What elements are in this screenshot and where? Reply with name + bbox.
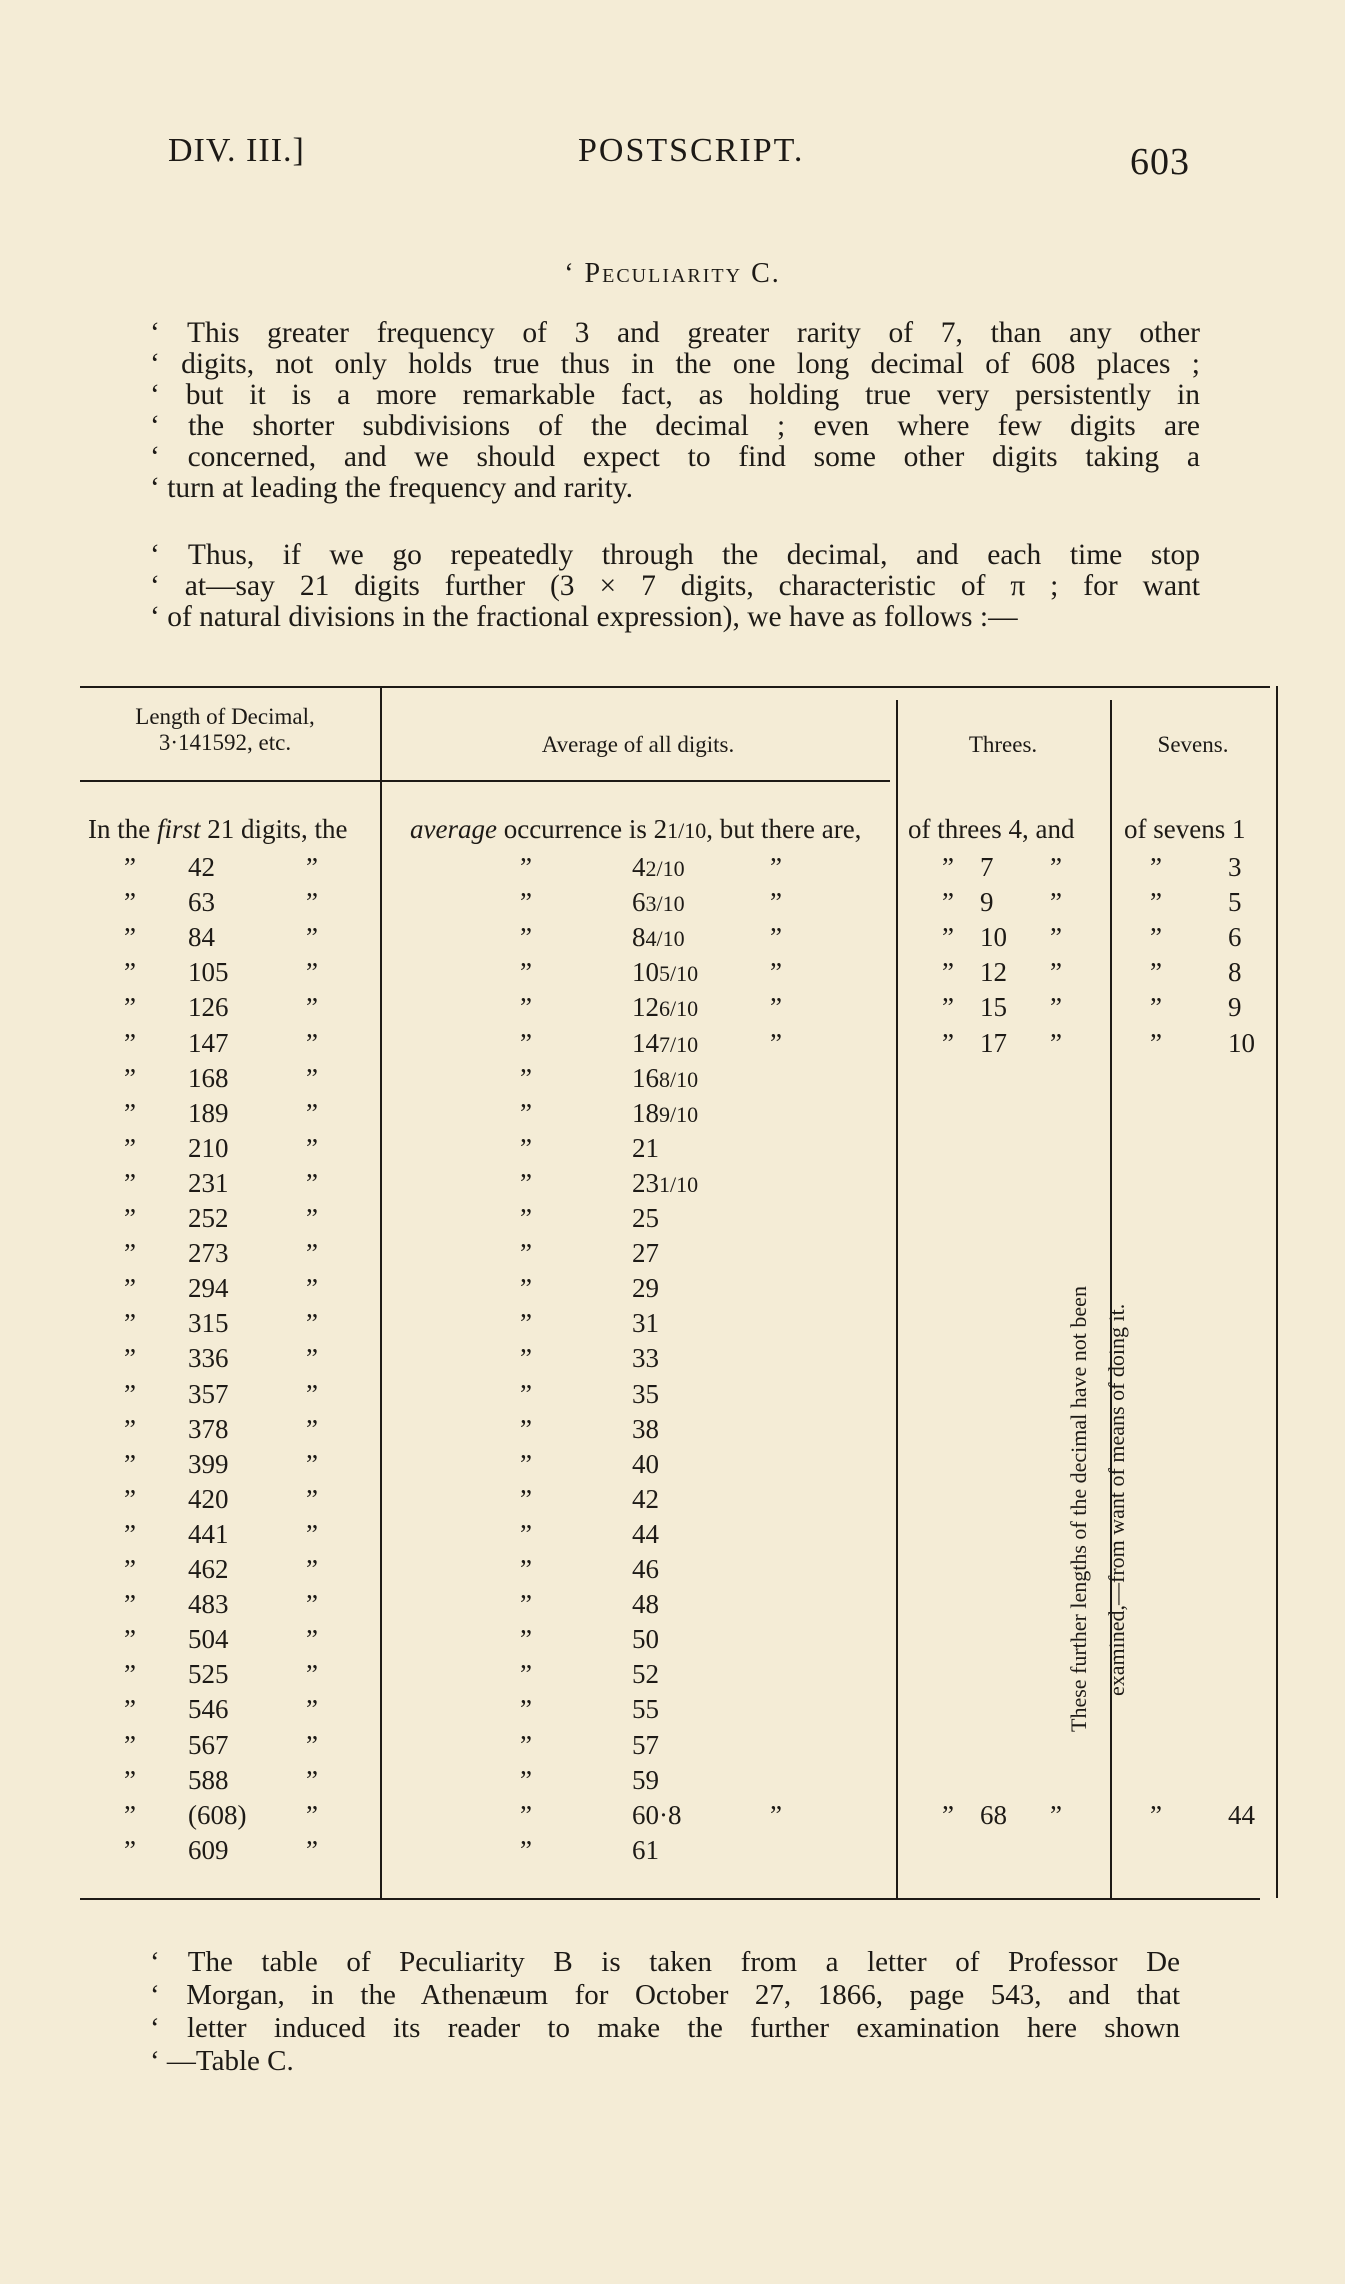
- text-line: ‘ This greater frequency of 3 and greater rarity of 7, than any other: [150, 317, 1200, 349]
- ditto-mark: ”: [306, 1448, 318, 1479]
- ditto-mark: ”: [1050, 1027, 1062, 1058]
- average-value: [632, 990, 698, 1026]
- table-header-rule: [80, 780, 890, 782]
- ditto-mark: ”: [124, 852, 136, 882]
- ditto-mark: ”: [1150, 1027, 1162, 1058]
- length-value: 336: [188, 1343, 229, 1374]
- text-line: ‘ the shorter subdivisions of the decimal ; even where few digits are: [150, 410, 1200, 442]
- text-line: ‘ but it is a more remarkable fact, as holding true very persistently in: [150, 379, 1200, 411]
- average-whole: 55: [632, 1694, 659, 1725]
- ditto-mark: ”: [124, 1518, 136, 1549]
- ditto-mark: ”: [124, 1378, 136, 1409]
- threes-value: 68: [980, 1799, 1007, 1830]
- average-whole: 48: [632, 1589, 659, 1620]
- length-value: 273: [188, 1238, 229, 1269]
- ditto-mark: ”: [520, 1273, 532, 1304]
- average-whole: 27: [632, 1238, 659, 1269]
- threes-value: 7: [980, 852, 994, 882]
- ditto-mark: ”: [520, 1554, 532, 1584]
- length-value: (608): [188, 1799, 247, 1830]
- length-value: 462: [188, 1554, 229, 1584]
- average-fraction: 4/10: [645, 926, 685, 952]
- text-line: ‘ The table of Peculiarity B is taken from a letter of Professor De: [150, 1946, 1180, 1978]
- footnote-paragraph: [150, 1946, 1180, 2078]
- length-value: 84: [188, 922, 215, 953]
- first-row-sevens: of sevens 1: [1124, 814, 1246, 844]
- length-value: 210: [188, 1132, 229, 1163]
- ditto-mark: ”: [306, 1167, 318, 1198]
- average-whole: 40: [632, 1448, 659, 1479]
- average-whole: 46: [632, 1554, 659, 1584]
- ditto-mark: ”: [1150, 992, 1162, 1023]
- ditto-mark: ”: [306, 922, 318, 953]
- average-whole: 61: [632, 1834, 659, 1865]
- ditto-mark: ”: [1150, 852, 1162, 882]
- ditto-mark: ”: [124, 1167, 136, 1198]
- paragraph-frequency: [150, 318, 1200, 504]
- text-line: ‘ —Table C.: [150, 2045, 294, 2077]
- average-whole: 42: [632, 1483, 659, 1514]
- ditto-mark: ”: [124, 922, 136, 953]
- length-value: 483: [188, 1589, 229, 1620]
- length-value: 525: [188, 1659, 229, 1690]
- ditto-mark: ”: [520, 1308, 532, 1339]
- header-length-line2: 3·141592, etc.: [158, 730, 292, 755]
- average-fraction: 3/10: [645, 891, 685, 917]
- ditto-mark: ”: [306, 1097, 318, 1128]
- ditto-mark: ”: [306, 887, 318, 918]
- paragraph-thus: [150, 540, 1200, 633]
- ditto-mark: ”: [124, 1729, 136, 1760]
- ditto-mark: ”: [306, 1027, 318, 1058]
- average-value: [632, 1692, 659, 1727]
- first-row-length-suffix: 21 digits, the: [207, 814, 348, 844]
- ditto-mark: ”: [124, 1483, 136, 1514]
- threes-value: 9: [980, 887, 994, 918]
- ditto-mark: ”: [306, 1483, 318, 1514]
- table-bottom-rule: [80, 1898, 1260, 1900]
- average-whole: 52: [632, 1659, 659, 1690]
- header-length-line1: Length of Decimal,: [135, 704, 315, 729]
- average-value: [632, 1763, 659, 1798]
- average-fraction: 7/10: [659, 1031, 699, 1057]
- length-value: 441: [188, 1518, 229, 1549]
- ditto-mark: ”: [520, 1799, 532, 1830]
- ditto-mark: ”: [1050, 992, 1062, 1023]
- vertical-note-line2: examined,—from want of means of doing it.: [1104, 1303, 1129, 1696]
- average-whole: 33: [632, 1343, 659, 1374]
- header-average: Average of all digits.: [541, 732, 735, 757]
- ditto-mark: ”: [306, 1834, 318, 1865]
- average-value: [632, 1341, 659, 1376]
- ditto-mark: ”: [306, 1729, 318, 1760]
- ditto-mark: ”: [124, 1027, 136, 1058]
- average-value: [632, 1131, 659, 1166]
- ditto-mark: ”: [306, 1518, 318, 1549]
- ditto-mark: ”: [520, 1589, 532, 1620]
- ditto-mark: ”: [520, 1062, 532, 1093]
- ditto-mark: ”: [306, 1343, 318, 1374]
- ditto-mark: ”: [942, 1799, 954, 1830]
- average-whole: 4: [632, 852, 646, 882]
- average-value: [632, 1657, 659, 1692]
- average-value: [632, 1798, 682, 1833]
- page-number: 603: [1130, 141, 1190, 183]
- ditto-mark: ”: [124, 1624, 136, 1655]
- ditto-mark: ”: [1050, 922, 1062, 953]
- text-line: ‘ turn at leading the frequency and rarity.: [150, 472, 633, 504]
- ditto-mark: ”: [520, 1483, 532, 1514]
- ditto-mark: ”: [124, 1764, 136, 1795]
- length-value: 252: [188, 1203, 229, 1233]
- ditto-mark: ”: [306, 852, 318, 882]
- threes-value: 15: [980, 992, 1007, 1023]
- ditto-mark: ”: [124, 1273, 136, 1304]
- ditto-mark: ”: [1150, 957, 1162, 988]
- ditto-mark: ”: [306, 1378, 318, 1409]
- first-row-length-prefix: In the: [88, 814, 151, 844]
- ditto-mark: ”: [520, 1764, 532, 1795]
- length-value: 588: [188, 1764, 229, 1795]
- ditto-mark: ”: [520, 1624, 532, 1655]
- ditto-mark: ”: [1050, 852, 1062, 882]
- ditto-mark: ”: [1150, 1799, 1162, 1830]
- ditto-mark: ”: [520, 1694, 532, 1725]
- ditto-mark: ”: [520, 1448, 532, 1479]
- threes-value: 12: [980, 957, 1007, 988]
- ditto-mark: ”: [124, 1132, 136, 1163]
- text-line: ‘ letter induced its reader to make the further examination here shown: [150, 2012, 1180, 2044]
- ditto-mark: ”: [306, 1062, 318, 1093]
- average-value: [632, 1306, 659, 1341]
- ditto-mark: ”: [942, 887, 954, 918]
- average-whole: 59: [632, 1764, 659, 1795]
- length-value: 315: [188, 1308, 229, 1339]
- ditto-mark: ”: [124, 1062, 136, 1093]
- average-whole: 6: [632, 887, 646, 918]
- ditto-mark: ”: [1050, 957, 1062, 988]
- average-value: [632, 1552, 659, 1587]
- section-title: [0, 258, 1345, 290]
- ditto-mark: ”: [306, 1273, 318, 1304]
- ditto-mark: ”: [124, 1554, 136, 1584]
- table-col-rule-3: [1110, 700, 1112, 1898]
- length-value: 609: [188, 1834, 229, 1865]
- ditto-mark: ”: [124, 1343, 136, 1374]
- first-row-threes: of threes 4, and: [908, 814, 1075, 844]
- ditto-mark: ”: [942, 1027, 954, 1058]
- ditto-mark: ”: [520, 1413, 532, 1444]
- ditto-mark: ”: [770, 1799, 782, 1830]
- sevens-value: 5: [1228, 887, 1242, 918]
- average-value: [632, 1517, 659, 1552]
- ditto-mark: ”: [124, 1659, 136, 1690]
- average-whole: 14: [632, 1027, 659, 1058]
- running-head-left: DIV. III.]: [168, 132, 305, 169]
- ditto-mark: ”: [770, 922, 782, 953]
- first-row-average-mid: occurrence is 2: [503, 814, 668, 844]
- average-value: [632, 1096, 698, 1132]
- average-value: [632, 1412, 659, 1447]
- ditto-mark: ”: [520, 1167, 532, 1198]
- text-line: ‘ at—say 21 digits further (3 × 7 digits, characteristic of π ; for want: [150, 570, 1200, 602]
- average-value: [632, 1377, 659, 1412]
- average-whole: 18: [632, 1097, 659, 1128]
- text-line: ‘ concerned, and we should expect to find some other digits taking a: [150, 441, 1200, 473]
- first-row-average-suffix: , but there are,: [706, 814, 862, 844]
- ditto-mark: ”: [124, 992, 136, 1023]
- first-row-average-fraction: 1/10: [667, 818, 707, 843]
- ditto-mark: ”: [306, 1308, 318, 1339]
- ditto-mark: ”: [306, 1554, 318, 1584]
- average-whole: 10: [632, 957, 659, 988]
- average-whole: 12: [632, 992, 659, 1023]
- ditto-mark: ”: [306, 1203, 318, 1233]
- text-line: ‘ of natural divisions in the fractional expression), we have as follows :—: [150, 601, 1018, 633]
- ditto-mark: ”: [520, 1729, 532, 1760]
- length-value: 105: [188, 957, 229, 988]
- ditto-mark: ”: [770, 957, 782, 988]
- ditto-mark: ”: [520, 1097, 532, 1128]
- ditto-mark: ”: [124, 1834, 136, 1865]
- ditto-mark: ”: [124, 1448, 136, 1479]
- length-value: 168: [188, 1062, 229, 1093]
- ditto-mark: ”: [770, 992, 782, 1023]
- average-value: [632, 1728, 659, 1763]
- ditto-mark: ”: [306, 1413, 318, 1444]
- length-value: 357: [188, 1378, 229, 1409]
- ditto-mark: ”: [942, 922, 954, 953]
- ditto-mark: ”: [942, 957, 954, 988]
- first-row-length-first: first: [156, 814, 201, 844]
- ditto-mark: ”: [520, 1518, 532, 1549]
- ditto-mark: ”: [306, 1132, 318, 1163]
- average-fraction: 8/10: [659, 1066, 699, 1092]
- table-col-rule-1: [380, 686, 382, 1898]
- text-line: ‘ Morgan, in the Athenæum for October 27, 1866, page 543, and that: [150, 1979, 1180, 2011]
- ditto-mark: ”: [520, 1659, 532, 1690]
- average-whole: 8: [632, 922, 646, 953]
- average-whole: 60·8: [632, 1799, 682, 1830]
- table-top-rule: [80, 686, 1270, 688]
- length-value: 420: [188, 1483, 229, 1514]
- ditto-mark: ”: [124, 1694, 136, 1725]
- vertical-note-line1: These further lengths of the decimal have not been: [1066, 1286, 1091, 1732]
- ditto-mark: ”: [306, 1799, 318, 1830]
- average-value: [632, 1026, 698, 1062]
- average-whole: 31: [632, 1308, 659, 1339]
- length-value: 147: [188, 1027, 229, 1058]
- first-row-average-prefix: average: [410, 814, 497, 844]
- ditto-mark: ”: [306, 1238, 318, 1269]
- ditto-mark: ”: [306, 1624, 318, 1655]
- ditto-mark: ”: [520, 1027, 532, 1058]
- ditto-mark: ”: [770, 887, 782, 918]
- ditto-mark: ”: [520, 1132, 532, 1163]
- average-value: [632, 1622, 659, 1657]
- average-whole: 38: [632, 1413, 659, 1444]
- average-whole: 25: [632, 1203, 659, 1233]
- ditto-mark: ”: [520, 1378, 532, 1409]
- average-value: [632, 1236, 659, 1271]
- average-value: [632, 955, 698, 991]
- average-fraction: 6/10: [659, 996, 699, 1022]
- ditto-mark: ”: [520, 1343, 532, 1374]
- average-value: [632, 1833, 659, 1868]
- sevens-value: 9: [1228, 992, 1242, 1023]
- length-value: 546: [188, 1694, 229, 1725]
- threes-value: 10: [980, 922, 1007, 953]
- average-whole: 57: [632, 1729, 659, 1760]
- average-value: [632, 1271, 659, 1306]
- ditto-mark: ”: [520, 992, 532, 1023]
- average-fraction: 1/10: [659, 1171, 699, 1197]
- average-value: [632, 1447, 659, 1482]
- ditto-mark: ”: [520, 1203, 532, 1233]
- ditto-mark: ”: [770, 1027, 782, 1058]
- ditto-mark: ”: [124, 1238, 136, 1269]
- ditto-mark: ”: [1050, 887, 1062, 918]
- ditto-mark: ”: [1150, 922, 1162, 953]
- sevens-value: 10: [1228, 1027, 1255, 1058]
- length-value: 294: [188, 1273, 229, 1304]
- ditto-mark: ”: [520, 852, 532, 882]
- section-title-text: ‘ Peculiarity C.: [564, 258, 781, 289]
- average-whole: 21: [632, 1132, 659, 1163]
- ditto-mark: ”: [306, 992, 318, 1023]
- average-value: [632, 1482, 659, 1517]
- average-value: [632, 1201, 659, 1236]
- average-whole: 29: [632, 1273, 659, 1304]
- average-whole: 44: [632, 1518, 659, 1549]
- average-whole: 16: [632, 1062, 659, 1093]
- ditto-mark: ”: [520, 1238, 532, 1269]
- length-value: 231: [188, 1167, 229, 1198]
- first-row-length: [88, 812, 348, 847]
- ditto-mark: ”: [520, 957, 532, 988]
- ditto-mark: ”: [124, 1308, 136, 1339]
- ditto-mark: ”: [124, 1413, 136, 1444]
- length-value: 63: [188, 887, 215, 918]
- ditto-mark: ”: [520, 922, 532, 953]
- ditto-mark: ”: [942, 992, 954, 1023]
- sevens-value: 3: [1228, 852, 1242, 882]
- ditto-mark: ”: [306, 1659, 318, 1690]
- header-length: [100, 704, 350, 756]
- sevens-value: 44: [1228, 1799, 1255, 1830]
- ditto-mark: ”: [306, 1694, 318, 1725]
- length-value: 399: [188, 1448, 229, 1479]
- length-value: 567: [188, 1729, 229, 1760]
- threes-value: 17: [980, 1027, 1007, 1058]
- average-whole: 50: [632, 1624, 659, 1655]
- ditto-mark: ”: [306, 1764, 318, 1795]
- length-value: 378: [188, 1413, 229, 1444]
- average-fraction: 9/10: [659, 1101, 699, 1127]
- ditto-mark: ”: [124, 1799, 136, 1830]
- ditto-mark: ”: [942, 852, 954, 882]
- length-value: 42: [188, 852, 215, 882]
- average-fraction: 2/10: [645, 856, 685, 881]
- length-value: 189: [188, 1097, 229, 1128]
- first-row-average: [410, 812, 861, 848]
- table-col-rule-2: [896, 700, 898, 1898]
- sevens-value: 8: [1228, 957, 1242, 988]
- average-value: [632, 885, 685, 921]
- running-head-title: POSTSCRIPT.: [578, 132, 805, 169]
- header-threes: Threes.: [968, 732, 1038, 757]
- ditto-mark: ”: [124, 957, 136, 988]
- ditto-mark: ”: [124, 1589, 136, 1620]
- ditto-mark: ”: [1050, 1799, 1062, 1830]
- ditto-mark: ”: [306, 1589, 318, 1620]
- peculiarity-c-table: [80, 686, 1280, 1908]
- average-whole: 35: [632, 1378, 659, 1409]
- text-line: ‘ digits, not only holds true thus in the one long decimal of 608 places ;: [150, 348, 1200, 380]
- average-value: [632, 1061, 698, 1097]
- average-value: [632, 1587, 659, 1622]
- ditto-mark: ”: [124, 1203, 136, 1233]
- ditto-mark: ”: [306, 957, 318, 988]
- table-right-rule: [1276, 686, 1278, 1898]
- sevens-value: 6: [1228, 922, 1242, 953]
- text-line: ‘ Thus, if we go repeatedly through the decimal, and each time stop: [150, 539, 1200, 571]
- length-value: 126: [188, 992, 229, 1023]
- ditto-mark: ”: [520, 887, 532, 918]
- average-value: [632, 1166, 698, 1202]
- average-value: [632, 920, 685, 956]
- header-sevens: Sevens.: [1157, 732, 1229, 757]
- average-value: [632, 850, 685, 886]
- ditto-mark: ”: [124, 1097, 136, 1128]
- average-fraction: 5/10: [659, 961, 699, 987]
- ditto-mark: ”: [1150, 887, 1162, 918]
- ditto-mark: ”: [770, 852, 782, 882]
- ditto-mark: ”: [124, 887, 136, 918]
- average-whole: 23: [632, 1167, 659, 1198]
- length-value: 504: [188, 1624, 229, 1655]
- ditto-mark: ”: [520, 1834, 532, 1865]
